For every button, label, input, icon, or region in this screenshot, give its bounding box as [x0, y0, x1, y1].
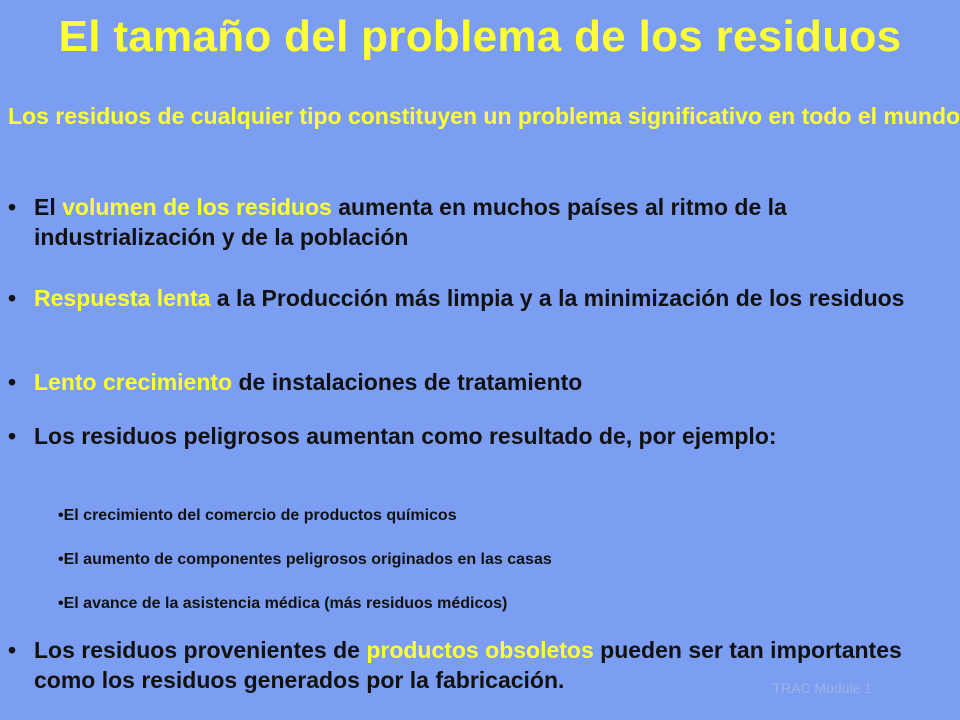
sub-item-households: •El aumento de componentes peligrosos originados en las casas: [58, 551, 552, 568]
bullet-text: de instalaciones de tratamiento: [232, 369, 583, 395]
bullet-text: Los residuos provenientes de: [34, 637, 367, 663]
bullet-item-obsolete: [8, 635, 948, 695]
bullet-marker: •: [8, 369, 17, 395]
bullet-marker: •: [8, 637, 17, 663]
bullet-text: aumenta en muchos países al ritmo de la industrialización y de la población: [34, 194, 787, 250]
bullet-item-volume: [8, 192, 948, 252]
bullet-text: pueden ser tan importantes como los residuos generados por la fabricación.: [34, 637, 902, 693]
bullet-item-growth: [8, 367, 948, 397]
bullet-text: El: [34, 194, 63, 220]
bullet-marker: •: [8, 285, 17, 311]
bullet-item-hazardous: [8, 421, 948, 451]
bullet-marker: •: [8, 423, 17, 449]
highlight-text: productos obsoletos: [366, 637, 594, 663]
sub-item-chemicals: •El crecimiento del comercio de productos químicos: [58, 507, 457, 524]
bullet-marker: •: [8, 194, 17, 220]
footer-label: TRAC Module 1: [772, 680, 872, 696]
sub-item-medical: •El avance de la asistencia médica (más residuos médicos): [58, 595, 508, 612]
bullet-item-response: [8, 283, 948, 313]
bullet-text: Los residuos peligrosos aumentan como resultado de, por ejemplo:: [34, 423, 777, 449]
intro-paragraph: Los residuos de cualquier tipo constituyen un problema significativo en todo el mundo: [8, 103, 960, 129]
highlight-text: Lento crecimiento: [34, 369, 233, 395]
highlight-text: volumen de los residuos: [62, 194, 332, 220]
slide-title: El tamaño del problema de los residuos: [58, 12, 902, 61]
bullet-text: a la Producción más limpia y a la minimización de los residuos: [210, 285, 905, 311]
highlight-text: Respuesta lenta: [34, 285, 211, 311]
